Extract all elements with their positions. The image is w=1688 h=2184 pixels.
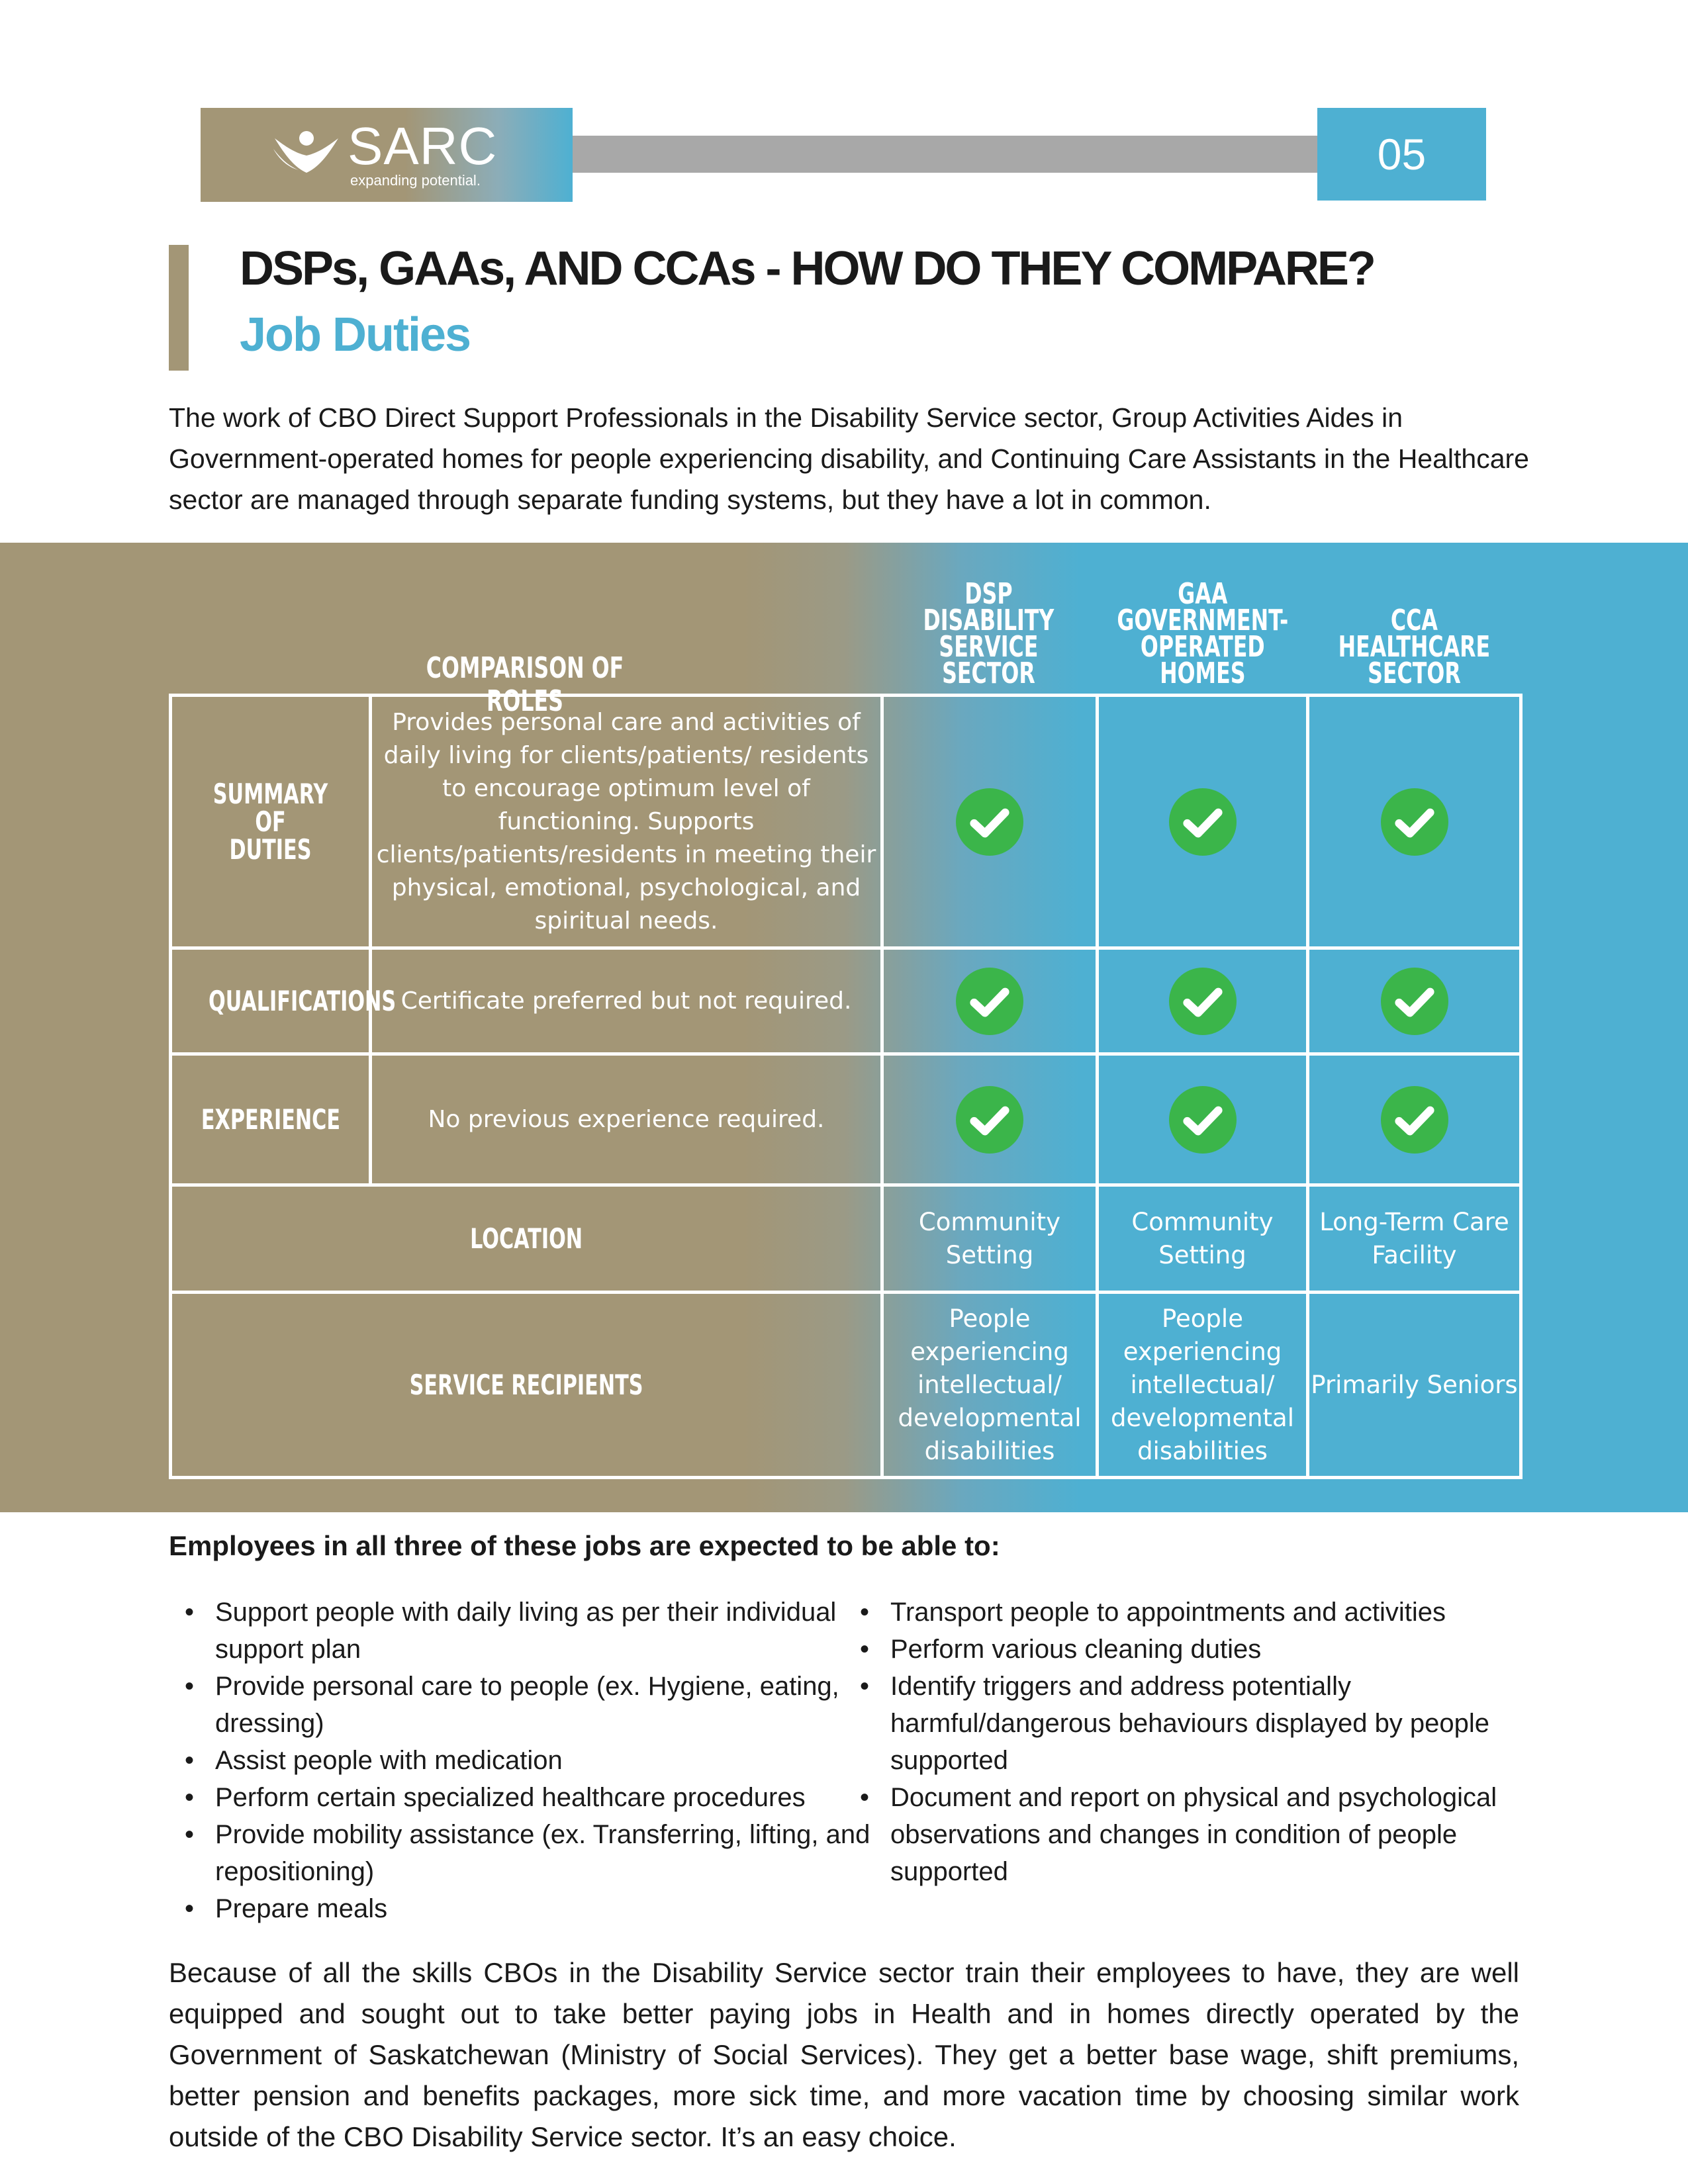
duty-list-item: • Perform certain specialized healthcare procedures [215,1779,897,1816]
row-label-summary: SUMMARY OF DUTIES [171,696,371,948]
title-accent-bar [169,245,189,371]
logo-name: SARC [348,116,498,175]
table-row-recipients [171,1293,1521,1478]
checkmark-icon [1381,788,1448,856]
cell-cca-experience [1308,1054,1521,1185]
checkmark-icon [1169,1086,1237,1154]
row-label-location: LOCATION [171,1185,882,1293]
checkmark-icon [1381,1086,1448,1154]
checkmark-icon [956,788,1023,856]
qualifications-description: Certificate preferred but not required. [371,948,882,1054]
cell-gaa-summary [1098,696,1308,948]
checkmark-icon [956,1086,1023,1154]
page-title: DSPs, GAAs, AND CCAs - HOW DO THEY COMPARE? [240,242,1374,295]
table-row-summary [171,696,1521,948]
page-subtitle: Job Duties [240,308,471,361]
column-header-gaa: GAA GOVERNMENT- OPERATED HOMES [1117,577,1289,690]
cell-cca-recipients: Primarily Seniors [1308,1293,1521,1478]
row-label-experience: EXPERIENCE [171,1054,371,1185]
duty-list-item: • Assist people with medication [215,1742,897,1779]
duty-list-item: • Identify triggers and address potentially harmful/dangerous behaviours displayed by people supported [890,1668,1579,1779]
expectations-heading: Employees in all three of these jobs are expected to be able to: [169,1530,1000,1561]
page-number: 05 [1317,108,1486,201]
duty-list-item: • Support people with daily living as per their individual support plan [215,1594,897,1668]
checkmark-icon [1169,788,1237,856]
cell-cca-qualifications [1308,948,1521,1054]
duty-list-item: • Prepare meals [215,1890,897,1927]
duties-list-right [844,1594,1579,1890]
column-header-dsp: DSP DISABILITY SERVICE SECTOR [923,577,1054,690]
summary-description: Provides personal care and activities of daily living for clients/patients/ residents to encourage optimum level of functioning. Supports clients/patients/residents in meeting their physical, emotional, psychological, and spiritual needs. [371,696,882,948]
closing-paragraph: Because of all the skills CBOs in the Disability Service sector train their employees to have, they are well equipped and sought out to take better paying jobs in Health and in homes directly operated by the Government of Saskatchewan (Ministry of Social Services). They get a better base wage, shift premiums, better pension and benefits packages, more sick time, and more vacation time by choosing similar work outside of the CBO Disability Service sector. It’s an easy choice. [169,1957,1519,2152]
cell-cca-summary [1308,696,1521,948]
cell-gaa-recipients: People experiencing intellectual/ developmental disabilities [1098,1293,1308,1478]
cell-dsp-summary [882,696,1098,948]
cell-dsp-qualifications [882,948,1098,1054]
header-divider-bar [573,136,1317,173]
cell-cca-location: Long-Term Care Facility [1308,1185,1521,1293]
duty-list-item: • Provide personal care to people (ex. Hygiene, eating, dressing) [215,1668,897,1742]
checkmark-icon [1169,968,1237,1035]
checkmark-icon [956,968,1023,1035]
cell-gaa-qualifications [1098,948,1308,1054]
comparison-label: COMPARISON OF ROLES [426,651,624,718]
cell-dsp-location: Community Setting [882,1185,1098,1293]
duty-list-item: • Document and report on physical and psychological observations and changes in condition of people supported [890,1779,1579,1890]
cell-dsp-recipients: People experiencing intellectual/ developmental disabilities [882,1293,1098,1478]
table-row-location [171,1185,1521,1293]
column-header-cca: CCA HEALTHCARE SECTOR [1338,604,1490,690]
cell-dsp-experience [882,1054,1098,1185]
duty-list-item: • Transport people to appointments and activities [890,1594,1579,1631]
sarc-figure-icon [272,129,341,175]
row-label-recipients: SERVICE RECIPIENTS [171,1293,882,1478]
row-label-qualifications: QUALIFICATIONS [171,948,371,1054]
duty-list-item: • Provide mobility assistance (ex. Transferring, lifting, and repositioning) [215,1816,897,1890]
comparison-table [169,694,1523,1479]
intro-paragraph: The work of CBO Direct Support Professionals in the Disability Service sector, Group Activities Aides in Government-operated homes for people experiencing disability, and Continuing Care Assistants in the Healthcare sector are managed through separate funding systems, but they have a lot in common. [169,402,1529,515]
duties-list-left [169,1594,897,1927]
cell-gaa-location: Community Setting [1098,1185,1308,1293]
logo-tagline: expanding potential. [350,172,481,189]
cell-gaa-experience [1098,1054,1308,1185]
sarc-logo [201,108,573,202]
table-row-qualifications [171,948,1521,1054]
experience-description: No previous experience required. [371,1054,882,1185]
checkmark-icon [1381,968,1448,1035]
table-row-experience [171,1054,1521,1185]
duty-list-item: • Perform various cleaning duties [890,1631,1579,1668]
